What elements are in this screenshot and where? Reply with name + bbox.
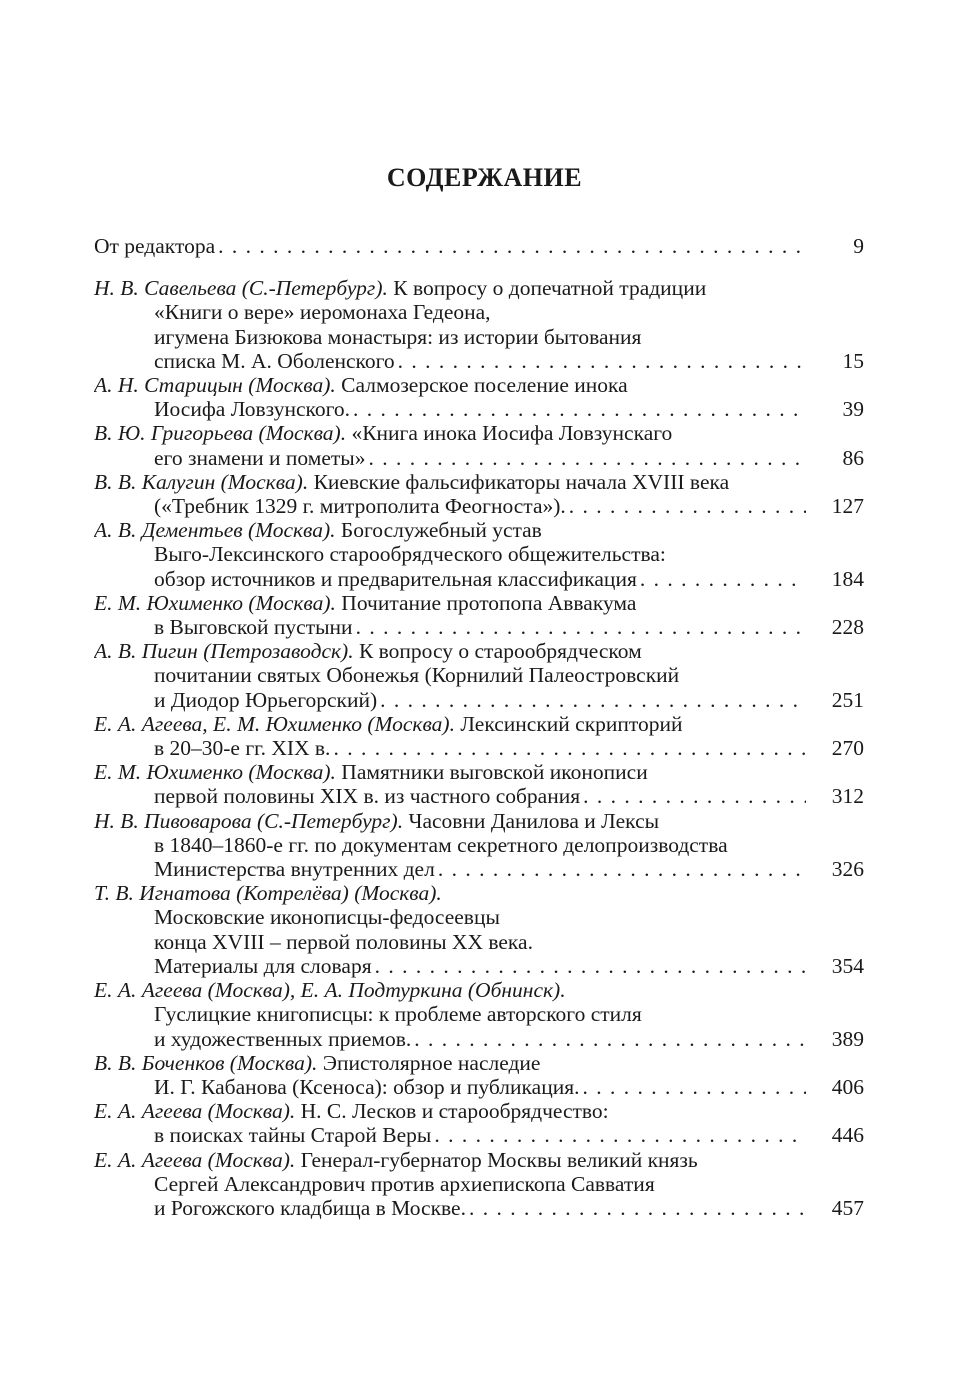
toc-entry-first-line (94, 1099, 864, 1123)
toc-entry-author: Т. В. Игнатова (Котрелёва) (Москва). (94, 881, 442, 906)
dot-leader (215, 234, 806, 258)
toc-entry (94, 809, 864, 882)
toc-entry-line (94, 615, 864, 639)
toc-entry-title-text: Московские иконописцы-федосеевцы (154, 905, 500, 930)
dot-leader (395, 349, 806, 373)
toc-entry-page-number: 9 (853, 234, 864, 258)
toc-entry-first-line (94, 1148, 864, 1172)
toc-entry-line (94, 1196, 864, 1220)
toc-entry-title-text: Выго-Лексинского старообрядческого общежительства: (154, 542, 666, 567)
toc-entry-title-text: в поисках тайны Старой Веры (154, 1123, 432, 1148)
dot-leader (637, 567, 806, 591)
toc-entry-line (94, 857, 864, 881)
toc-entry-author: В. Ю. Григорьева (Москва). (94, 421, 347, 446)
toc-entry-author: А. Н. Старицын (Москва). (94, 373, 336, 398)
toc-entry-page-number: 86 (842, 445, 864, 470)
toc-entry-title-text: Памятники выговской иконописи (335, 760, 648, 785)
toc-entry-first-line (94, 639, 864, 663)
toc-entry-author: Е. А. Агеева (Москва). (94, 1099, 296, 1124)
toc-entry-title-text: в 20–30-е гг. XIX в. (154, 736, 331, 761)
toc-entry-line (94, 905, 864, 929)
toc-entry-line (94, 300, 864, 324)
toc-entry-first-line (94, 373, 864, 397)
dot-leader (435, 857, 806, 881)
toc-entry-page-number: 39 (842, 397, 864, 422)
toc-entry (94, 591, 864, 639)
toc-entry (94, 470, 864, 518)
toc-entry-title-text: К вопросу о допечатной традиции (387, 276, 707, 301)
toc-entry-first-line (94, 1051, 864, 1075)
dot-leader (372, 954, 806, 978)
toc-entry-page-number: 406 (831, 1074, 864, 1099)
toc-entry-title-text: Материалы для словаря (154, 953, 372, 978)
toc-entry-page-number: 457 (831, 1195, 864, 1220)
toc-entry-title-text: и Рогожского кладбища в Москве. (154, 1195, 466, 1220)
toc-entry-title-text: «Книга инока Иосифа Ловзунскаго (346, 421, 673, 446)
toc-entry-title-text: Генерал-губернатор Москвы великий князь (295, 1147, 698, 1172)
toc-entry (94, 1051, 864, 1099)
toc-entry-line (94, 1027, 864, 1051)
toc-entry-line (94, 397, 864, 421)
toc-entry-first-line (94, 712, 864, 736)
toc-entry-page-number: 15 (842, 348, 864, 373)
toc-entry-first-line (94, 978, 864, 1002)
toc-entry-title-text: обзор источников и предварительная классификация (154, 566, 637, 591)
toc-entry-author: Е. М. Юхименко (Москва). (94, 760, 336, 785)
toc-entry-first-line (94, 760, 864, 784)
toc-entry-line (94, 1123, 864, 1147)
toc-entry-first-line (94, 470, 864, 494)
toc-entry (94, 373, 864, 421)
toc-entry-title-text: Богослужебный устав (335, 518, 542, 543)
toc-entry-author: Е. А. Агеева, Е. М. Юхименко (Москва). (94, 711, 455, 736)
toc-entry (94, 1099, 864, 1147)
toc-entry (94, 760, 864, 808)
toc-entry-title-text: первой половины XIX в. из частного собрания (154, 784, 581, 809)
toc-entry-first-line (94, 421, 864, 445)
toc-entry-first-line (94, 809, 864, 833)
toc-entry (94, 518, 864, 591)
dot-leader (377, 688, 806, 712)
toc-entry-title-text: Гуслицкие книгописцы: к проблеме авторского стиля (154, 1002, 642, 1027)
toc-entry-page-number: 389 (831, 1026, 864, 1051)
toc-entry-title-text: От редактора (94, 234, 216, 258)
toc-entry (94, 276, 864, 373)
toc-entry-author: Н. В. Пивоварова (С.-Петербург). (94, 808, 404, 833)
table-of-contents (94, 234, 864, 1220)
toc-entry-line (94, 688, 864, 712)
dot-leader (431, 1123, 806, 1147)
dot-leader (579, 1075, 806, 1099)
toc-entry-title-text: и Диодор Юрьегорский) (154, 687, 378, 712)
dot-leader (466, 1196, 806, 1220)
dot-leader (580, 784, 806, 808)
toc-entry-title-text: К вопросу о старообрядческом (353, 639, 642, 664)
toc-entry (94, 712, 864, 760)
toc-entry-line (94, 325, 864, 349)
toc-entry-author: Н. В. Савельева (С.-Петербург). (94, 276, 388, 301)
toc-entry-title-text: его знамени и пометы» (154, 445, 366, 470)
toc-entry (94, 234, 864, 258)
toc-entry-title-text: И. Г. Кабанова (Ксеноса): обзор и публикация. (154, 1074, 580, 1099)
toc-entry-page-number: 446 (831, 1123, 864, 1148)
toc-entry-title-text: Лексинский скрипторий (454, 711, 683, 736)
toc-entry (94, 639, 864, 712)
toc-entry-first-line (94, 591, 864, 615)
toc-entry-line (94, 1002, 864, 1026)
toc-entry-author: Е. А. Агеева (Москва), Е. А. Подтуркина (Обнинск). (94, 978, 566, 1003)
toc-entry-title-text: игумена Бизюкова монастыря: из истории бытования (154, 324, 642, 349)
toc-entry (94, 421, 864, 469)
toc-entry-page-number: 228 (831, 615, 864, 640)
toc-entry (94, 881, 864, 978)
toc-entry-title-text: «Книги о вере» иеромонаха Гедеона, (154, 300, 491, 325)
toc-entry-line (94, 1172, 864, 1196)
toc-entry-line (94, 663, 864, 687)
toc-entry-page-number: 251 (831, 687, 864, 712)
toc-entry (94, 978, 864, 1051)
toc-entry-title-text: Салмозерское поселение инока (335, 373, 628, 398)
toc-entry-title-text: в Выговской пустыни (154, 615, 353, 640)
toc-entry-title-text: Иосифа Ловзунского. (154, 397, 351, 422)
toc-entry-line (94, 784, 864, 808)
toc-entry-first-line (94, 881, 864, 905)
toc-entry-author: В. В. Калугин (Москва). (94, 469, 309, 494)
toc-entry-title-text: Часовни Данилова и Лексы (403, 808, 660, 833)
toc-entry-page-number: 184 (831, 566, 864, 591)
toc-entry-author: А. В. Пигин (Петрозаводск). (94, 639, 354, 664)
toc-entry-page-number: 326 (831, 857, 864, 882)
toc-entry-title-text: Министерства внутренних дел (154, 857, 435, 882)
dot-leader (566, 494, 806, 518)
toc-entry-first-line (94, 518, 864, 542)
dot-leader (366, 446, 807, 470)
toc-entry-line (94, 567, 864, 591)
dot-leader (353, 615, 806, 639)
toc-entry-title-text: Н. С. Лесков и старообрядчество: (295, 1099, 609, 1124)
toc-entry-author: А. В. Дементьев (Москва). (94, 518, 336, 543)
toc-entry-title-text: и художественных приемов. (154, 1026, 412, 1051)
toc-entry-page-number: 312 (831, 784, 864, 809)
toc-entry-first-line (94, 276, 864, 300)
page-title: СОДЕРЖАНИЕ (386, 163, 583, 192)
toc-entry-line (94, 1075, 864, 1099)
toc-entry-title-text: Киевские фальсификаторы начала XVIII века (308, 469, 730, 494)
toc-entry-title-text: конца XVIII – первой половины XX века. (154, 929, 533, 954)
toc-entry-title-text: («Требник 1329 г. митрополита Феогноста»). (154, 494, 566, 519)
toc-entry-title-text: Сергей Александрович против архиепископа Савватия (154, 1171, 655, 1196)
toc-entry-author: Е. А. Агеева (Москва). (94, 1147, 296, 1172)
toc-entry-line (94, 736, 864, 760)
toc-entry-line (94, 930, 864, 954)
toc-entry-line (94, 542, 864, 566)
dot-leader (350, 397, 806, 421)
toc-entry-line (94, 446, 864, 470)
toc-entry-title-text: Эпистолярное наследие (317, 1050, 541, 1075)
toc-entry-author: Е. М. Юхименко (Москва). (94, 590, 336, 615)
toc-entry-first-line (94, 234, 864, 258)
toc-entry-title-text: в 1840–1860-е гг. по документам секретного делопроизводства (154, 832, 728, 857)
toc-entry-page-number: 127 (831, 494, 864, 519)
toc-entry-page-number: 270 (831, 736, 864, 761)
toc-entry-title-text: Почитание протопопа Аввакума (335, 590, 637, 615)
dot-leader (330, 736, 806, 760)
toc-entry-line (94, 494, 864, 518)
toc-entry-line (94, 954, 864, 978)
toc-entry (94, 1148, 864, 1221)
toc-entry-title-text: списка М. А. Оболенского (154, 348, 395, 373)
dot-leader (411, 1027, 806, 1051)
toc-entry-page-number: 354 (831, 953, 864, 978)
toc-entry-line (94, 833, 864, 857)
toc-entry-author: В. В. Боченков (Москва). (94, 1050, 318, 1075)
toc-entry-line (94, 349, 864, 373)
toc-entry-title-text: почитании святых Обонежья (Корнилий Палеостровский (154, 663, 680, 688)
